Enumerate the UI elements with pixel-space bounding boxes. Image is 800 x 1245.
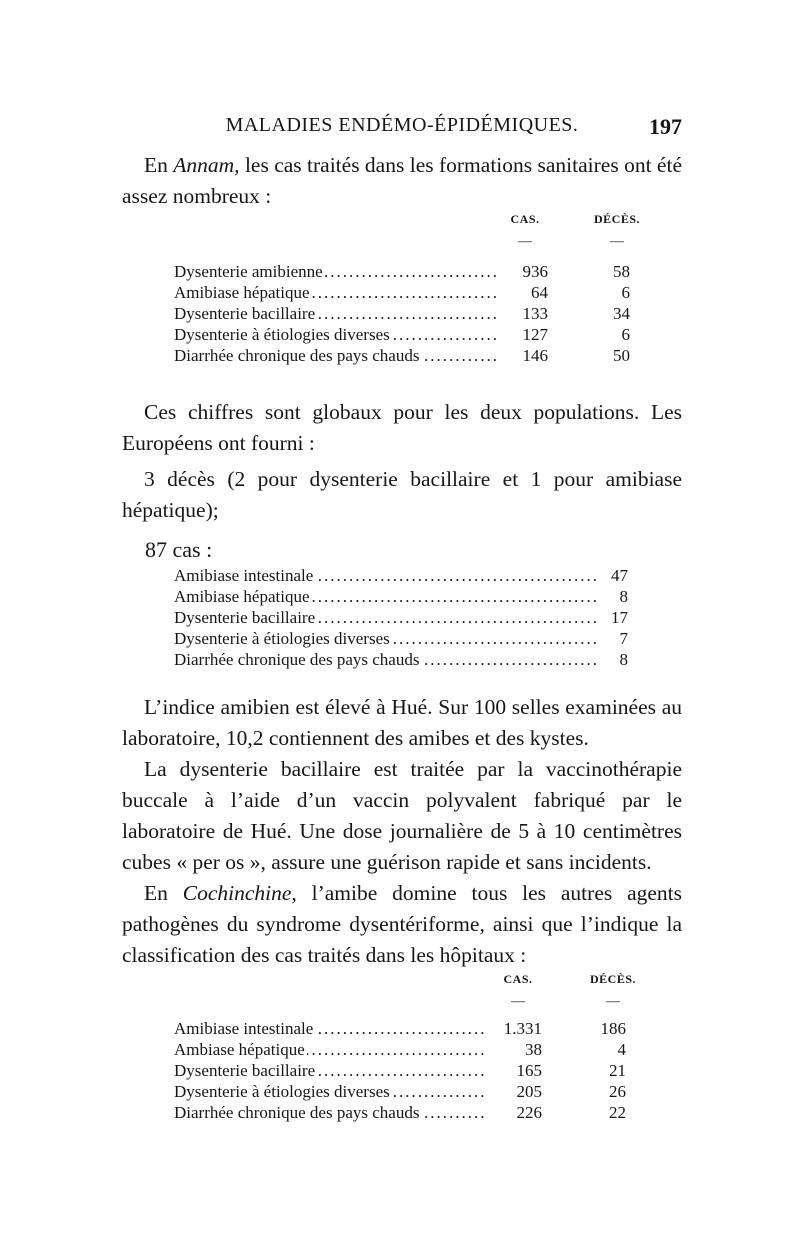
table-row: Diarrhée chronique des pays chauds ..... 146 50	[174, 345, 630, 366]
col-cas: CAS.	[503, 972, 533, 986]
place-cochinchine: Cochinchine,	[182, 881, 297, 905]
col-deces: DÉCÈS.	[589, 972, 636, 986]
paragraph-cochinchine-intro: En Cochinchine, l’amibe domine tous les autres agents pathogènes du syndrome dysentériforme, ainsi que l’indique la classification des cas traités dans les hôpitaux :	[122, 881, 682, 967]
table-row: Dysenterie bacillaire ..... 165 21	[174, 1060, 626, 1081]
col-deces: DÉCÈS.	[593, 212, 640, 226]
paragraph-annam-intro: En Annam, les cas traités dans les formations sanitaires ont été assez nombreux :	[122, 153, 682, 208]
paragraph-indice-amibien: L’indice amibien est élevé à Hué. Sur 100 selles examinées au laboratoire, 10,2 contiennent des amibes et des kystes.	[122, 695, 682, 750]
table-row: Dysenterie à étiologies diverses ..... 7	[174, 628, 628, 649]
table-row: Amibiase hépatique ..... 64 6	[174, 282, 630, 303]
table-row: Dysenterie à étiologies diverses ..... 127 6	[174, 324, 630, 345]
table-row: Ambiase hépatique ..... 38 4	[174, 1039, 626, 1060]
place-annam: Annam,	[173, 153, 240, 177]
table-row: Amibiase hépatique ..... 8	[174, 586, 628, 607]
book-page: MALADIES ENDÉMO-ÉPIDÉMIQUES. 197 En Annam, les cas traités dans les formations sanitaires ont été assez nombreux : CAS. DÉCÈS. — — Dysenterie amibienne ..... 936 58 Amibiase hépatique ..... 64 6 Dysenterie bacillaire ..... 133 34 Dysenterie à étiologies diverses ..... 127 6 Diarrhée chronique des pays chauds ..... 146 50 Ces chiffres sont globaux pour les deux populations. Les Européens ont fourni : 3 décès (2 pour dysenterie bacillaire et 1 pour amibiase hépatique); 87 cas : Amibiase intestinale ..... 47 Amibiase hépatique ..... 8 Dysenterie bacillaire ..... 17 Dysenterie à étiologies diverses ..... 7 Diarrhée chronique des pays chauds ..... 8 L’indice amibien est élevé à Hué. Sur 100 selles examinées au laboratoire, 10,2 contiennent des amibes et des kystes. La dysenterie bacillaire est traitée par la vaccinothérapie buccale à l’aide d’un vaccin polyvalent fabriqué par le laboratoire de Hué. Une dose journalière de 5 à 10 centimètres cubes « per os », assure une guérison rapide et sans incidents. En Cochinchine, l’amibe domine tous les autres agents pathogènes du syndrome dysentériforme, ainsi que l’indique la classification des cas traités dans les hôpitaux : CAS. DÉCÈS. — — Amibiase intestinale ..... 1.331 186 Ambiase hépatique ..... 38 4 Dysenterie bacillaire ..... 165 21 Dysenterie à étiologies diverses ..... 205 26 Diarrhée chronique des pays chauds ..... 226 22	[0, 0, 800, 1245]
table-row: Dysenterie amibienne ..... 936 58	[174, 261, 630, 282]
col-cas: CAS.	[510, 212, 540, 226]
table-row: Diarrhée chronique des pays chauds ..... 226 22	[174, 1102, 626, 1123]
paragraph-dysenterie-bacillaire: La dysenterie bacillaire est traitée par la vaccinothérapie buccale à l’aide d’un vaccin polyvalent fabriqué par le laboratoire de Hué. Une dose journalière de 5 à 10 centimètres cubes « per os », assure une guérison rapide et sans incidents.	[122, 757, 682, 874]
page-number: 197	[649, 114, 682, 139]
table-row: Diarrhée chronique des pays chauds ..... 8	[174, 649, 628, 670]
paragraph-deces-europeens: 3 décès (2 pour dysenterie bacillaire et 1 pour amibiase hépatique);	[122, 467, 682, 522]
page-header	[122, 114, 682, 144]
table-row: Amibiase intestinale ..... 1.331 186	[174, 1018, 626, 1039]
lead-87-cas: 87 cas :	[145, 537, 213, 562]
table-row: Dysenterie à étiologies diverses ..... 205 26	[174, 1081, 626, 1102]
running-title: MALADIES ENDÉMO-ÉPIDÉMIQUES.	[225, 114, 579, 136]
paragraph-chiffres: Ces chiffres sont globaux pour les deux populations. Les Européens ont fourni :	[122, 400, 682, 455]
table-row: Dysenterie bacillaire ..... 133 34	[174, 303, 630, 324]
table-row: Amibiase intestinale ..... 47	[174, 565, 628, 586]
table-row: Dysenterie bacillaire ..... 17	[174, 607, 628, 628]
table-annam	[174, 261, 630, 366]
table-cochinchine	[174, 1018, 626, 1123]
table-europeens	[174, 565, 628, 670]
